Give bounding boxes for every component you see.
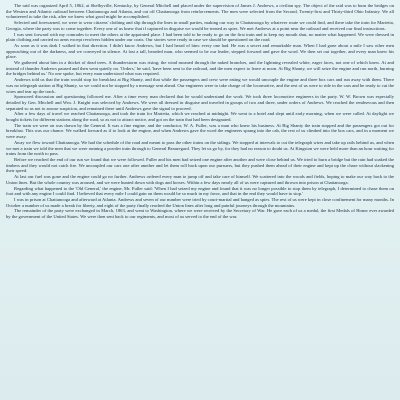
paragraph: Regarding what happened to the 'Old General,' the engine, Mr. Fuller said: 'When I had seized my engine and found that it was no longer possible to stop them by telegraph, I determined to chase them on foot and with any engine I could find. I believed that every mile I could gain on them would be so much in my favor, and that in the end they would have to stop.' [6,185,394,197]
paragraph: Before we reached the end of our run we found that we were followed. Fuller and his men had seized one engine after another and were close behind us. We tried to burn a bridge but the rain had soaked the timbers and they would not catch fire. We uncoupled our cars one after another and let them roll back upon our pursuers, but they pushed them ahead of their engine and kept up the chase without slackening their speed. [6,156,394,174]
paragraph: After a few days of travel we reached Chattanooga, and took the train for Marietta, which we reached at midnight. We went to a hotel and slept until early morning, when we were called. At daylight we bought tickets for different stations along the road, so as not to attract notice, and got on the train that had been designated. [6,111,394,123]
paragraph: Andrews told us that the train would stop for breakfast at Big Shanty, and that while the passengers and crew were eating we would uncouple the engine and three box cars and run away with them. There was no telegraph station at Big Shanty, so we could not be stopped by a message sent ahead. Our engineers were to take charge of the locomotive, and the rest of us were to ride in the cars and be ready to cut the wires and tear up the track. [6,77,394,94]
paragraph: As soon as it was dark I walked in that direction. I didn't know Andrews, but I had heard of him: every one had. He was a secret and remarkable man. When I had gone about a mile I saw other men approaching out of the darkness, and we conveyed in silence. At last a tall, bearded man, who seemed to be our leader, stepped forward and gave the word. We then set out together, and every man knew his place. [6,42,394,60]
paragraph: I was in prison at Chattanooga and afterward at Atlanta. Andrews and seven of our number were tried by court-martial and hanged as spies. The rest of us were kept in close confinement for many months. In October a number of us made a break for liberty, and eight of the party finally reached the Union lines after long and painful journeys through the mountains. [6,196,394,208]
paragraph: The raid was organized April 5, 1862, at Shelbyville, Kentucky, by General Mitchell and placed under the supervision of James J. Andrews, a civilian spy. The object of the raid was to burn the bridges on the Western and Atlantic railroad between Chattanooga and Atlanta, and cut off Chattanooga from reinforcements. The men were selected from the Second, Twenty-first and Thirty-third Ohio Infantry. We all volunteered to take the risk, after we knew what good might be accomplished. [6,3,394,20]
paragraph: We gathered about him in a thicket of dead trees. A thunderstorm was rising; the wind moaned through the naked branches, and the lightning revealed white, eager faces, not one of which knew. At and instead of thunder Andrews paused and then went quietly on. 'Orders,' he said, 'have been sent to the railroad, and the men expect to leave at noon. At Big Shanty, we will seize the engine and run north, burning the bridges behind us.' No one spoke, but every man understood what was required. [6,60,394,77]
paragraph: Sponsored discussion and questioning followed me. After a time every man declared that he would understand the work. We took three locomotive engineers in the party. W. W. Brown was especially detailed by Gen. Mitchell and Wm. J. Knight was selected by Andrews. We were all dressed in disguise and traveled in groups of two and three, under orders of Andrews. We reached the rendezvous and then separated so as not to arouse suspicion, and remained there until Andrews gave the signal to proceed. [6,94,394,111]
paragraph: I was sent forward with my comrades to meet the others at the appointed place. I had been told to be ready to go on the first train and to keep my mouth shut, no matter what happened. We were dressed in plain clothing and carried no arms except revolvers hidden under our coats. Our stories were ready in case we should be questioned on the road. [6,31,394,43]
document-body [6,3,394,220]
paragraph: The remainder of the party were exchanged in March, 1863, and went to Washington, where we were received by the Secretary of War. He gave each of us a medal, the first Medals of Honor ever awarded by the government of the United States. We were then sent back to our regiments, and most of us served to the end of the war. [6,208,394,220]
paragraph: Away we flew toward Chattanooga. We had the schedule of the road and meant to pass the other trains on the sidings. We stopped at intervals to cut the telegraph wires and take up rails behind us, and when we met a train we told the men that we were running a powder train through to General Beauregard. They let us go by, for they had no reason to doubt us. At Kingston we were held more than an hour waiting for trains from the north to pass. [6,139,394,157]
paragraph: At last our fuel was gone and the engine could go no further. Andrews ordered every man to jump off and take care of himself. We scattered into the woods and fields, hoping to make our way back to the Union lines. But the whole country was aroused, and we were hunted down with dogs and horses. Within a few days nearly all of us were captured and thrown into prison at Chattanooga. [6,174,394,185]
paragraph: Selected and forewarned, we were to wear citizens' clothing and slip through the lines in small parties, making our way to Chattanooga by whatever route we could find, and there take the train for Marietta, Georgia, where the party was to come together. Every one of us knew that if captured in disguise we would be treated as spies. We met Andrews at a point near the railroad and received our final instructions. [6,20,394,31]
paragraph: The train we were on was drawn by the General. It was a fine engine, and the conductor, W. A. Fuller, was a man who knew his business. At Big Shanty the train stopped and the passengers got out for breakfast. This was our chance. We walked forward as if to look at the engine, and when Andrews gave the word the engineers sprang into the cab, the rest of us climbed into the box cars, and in a moment we were away. [6,122,394,140]
